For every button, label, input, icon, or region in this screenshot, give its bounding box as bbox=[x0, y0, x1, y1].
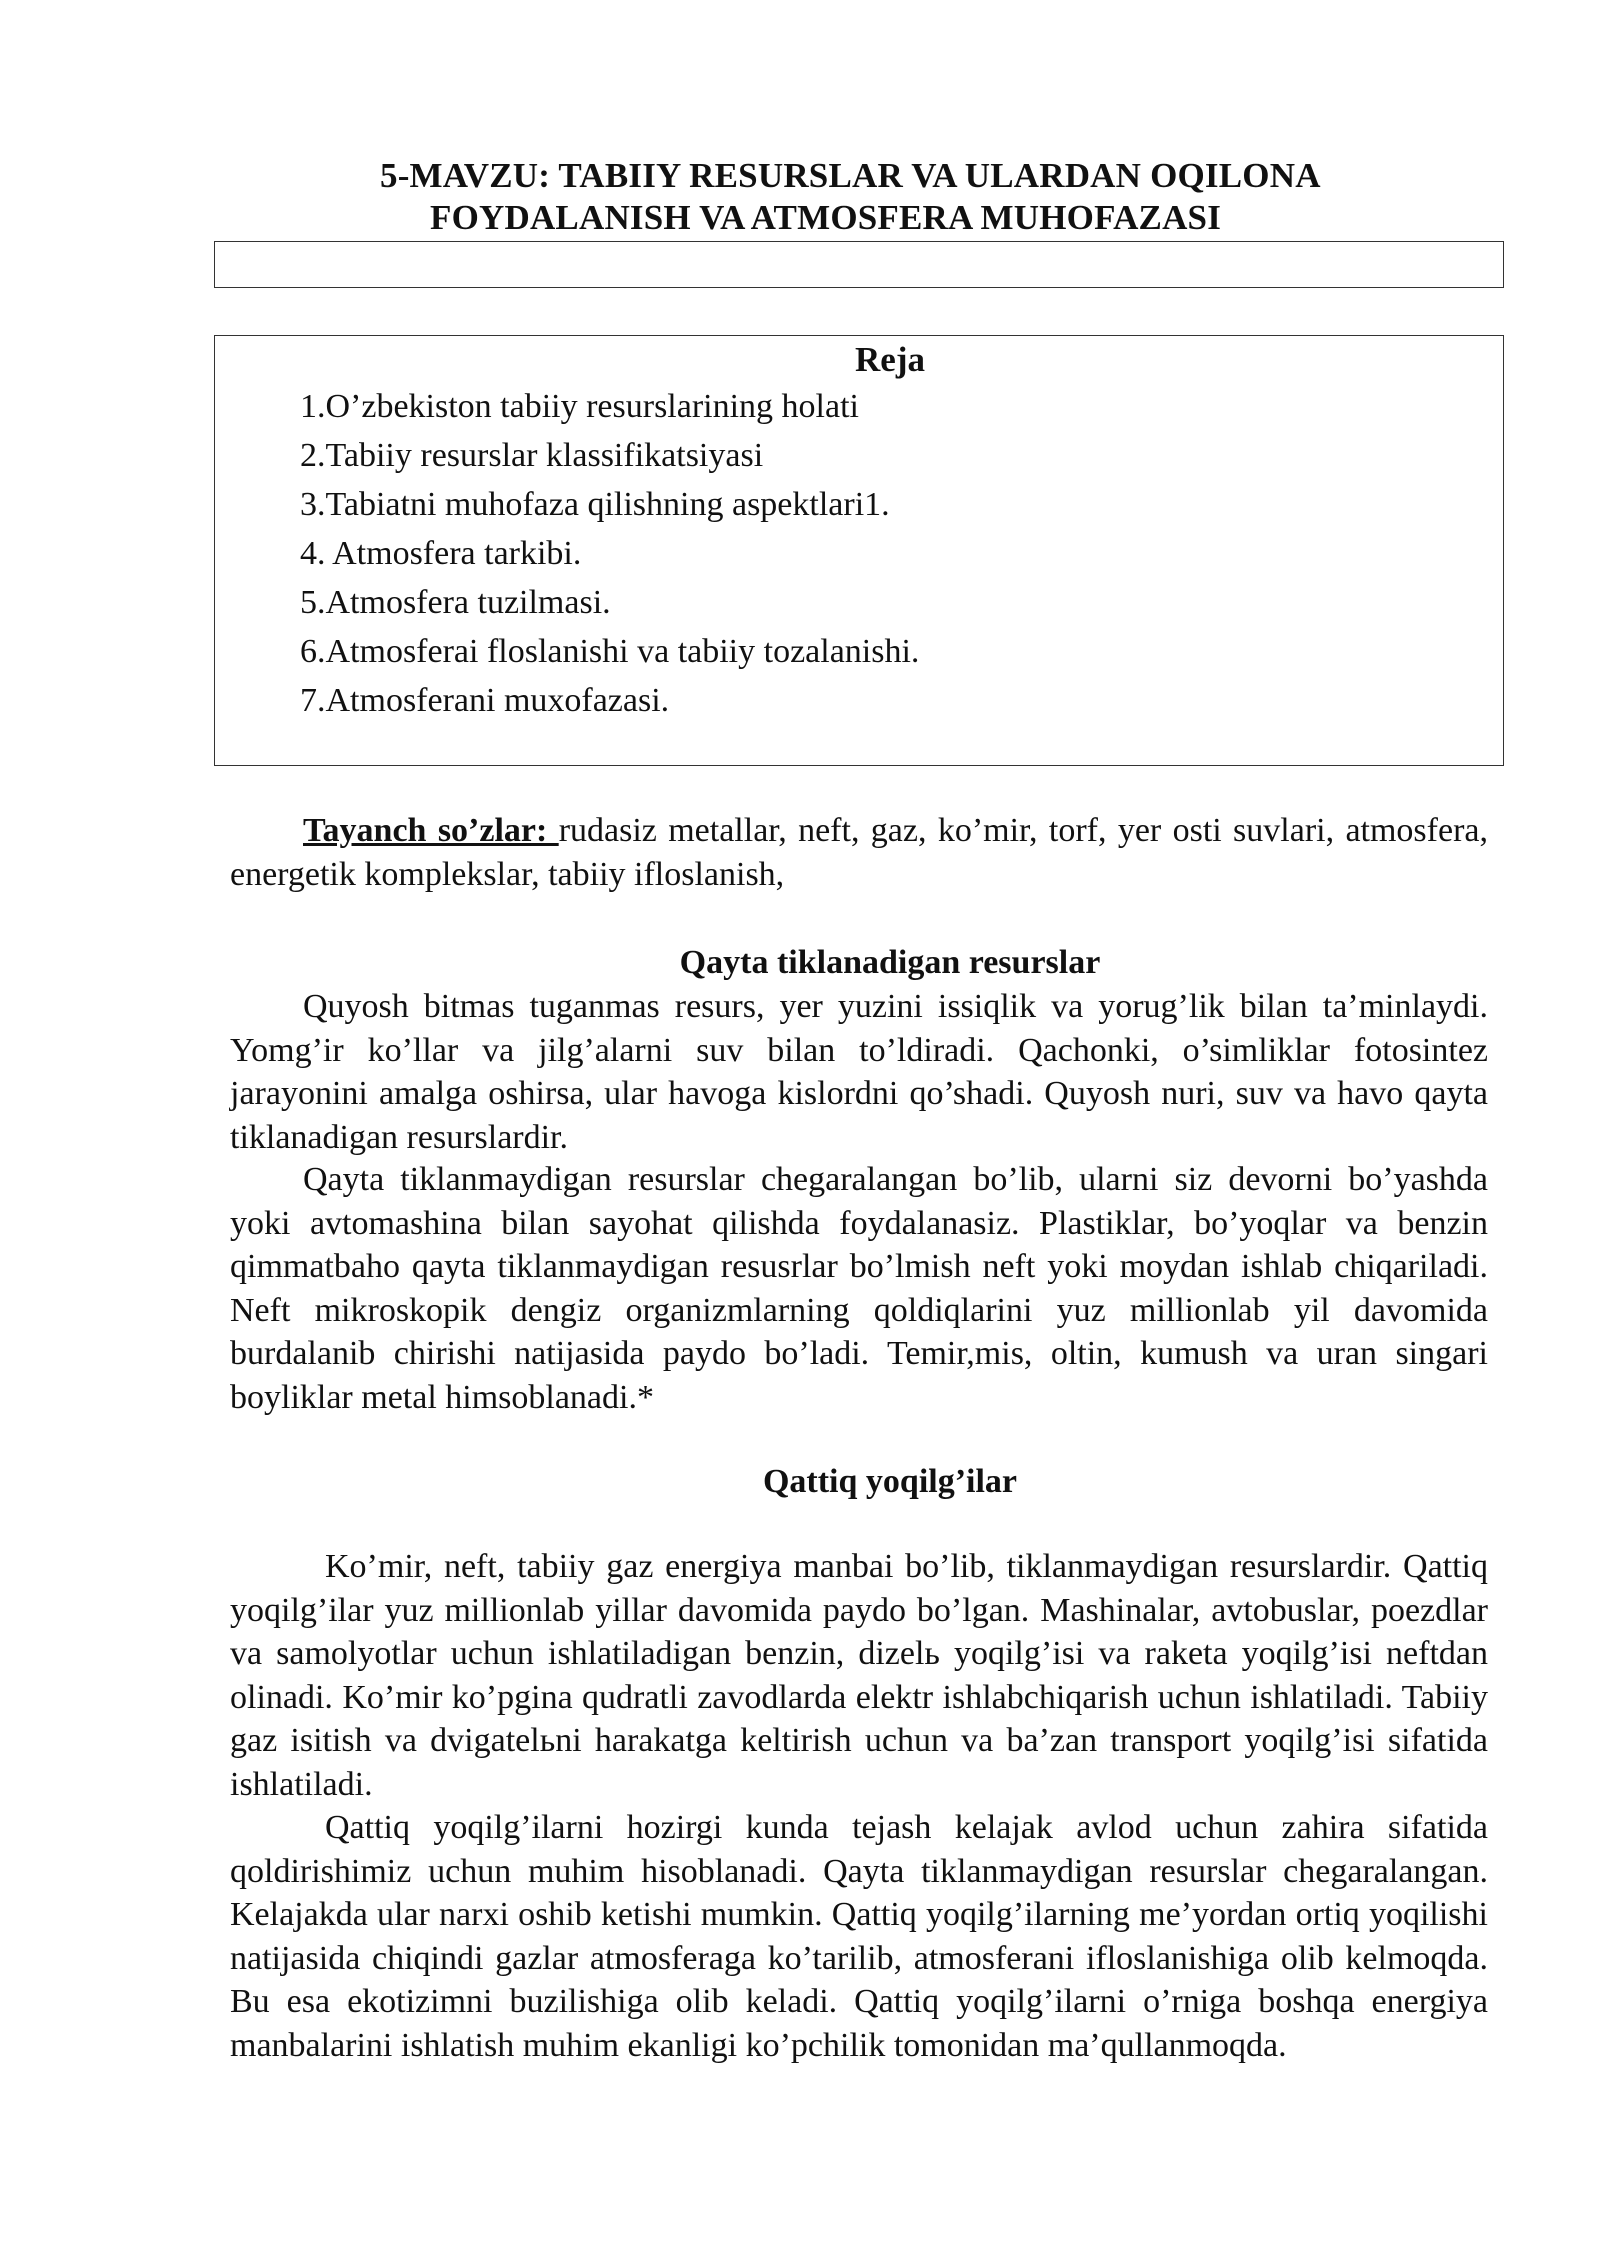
reja-item: 3.Tabiatni muhofaza qilishning aspektlari1. bbox=[300, 486, 890, 523]
title-line-2: FOYDALANISH VA ATMOSFERA MUHOFAZASI bbox=[430, 198, 1222, 237]
paragraph-renewable-2: Qayta tiklanmaydigan resurslar chegaralangan bo’lib, ularni siz devorni bo’yashda yoki avtomashina bilan sayohat qilishda foydalanasiz. Plastiklar, bo’yoqlar va benzin qimmatbaho qayta tiklanmaydigan resusrlar bo’lmish neft yoki moydan ishlab chiqariladi. Neft mikroskopik dengiz organizmlarning qoldiqlarini yuz millionlab yil davomida burdalanib chirishi natijasida paydo bo’ladi. Temir,mis, oltin, kumush va uran singari boyliklar metal himsoblanadi.* bbox=[230, 1161, 1488, 1416]
paragraph-solid-fuels-2: Qattiq yoqilg’ilarni hozirgi kunda tejash kelajak avlod uchun zahira sifatida qoldirishimiz uchun muhim hisoblanadi. Qayta tiklanmaydigan resurslar chegaralangan. Kelajakda ular narxi oshib ketishi mumkin. Qattiq yoqilg’ilarning me’yordan ortiq yoqilishi natijasida chiqindi gazlar atmosferaga ko’tarilib, atmosferani ifloslanishiga olib kelmoqda. Bu esa ekotizimni buzilishiga olib keladi. Qattiq yoqilg’ilarni o’rniga boshqa energiya manbalarini ishlatish muhim ekanligi ko’pchilik tomonidan ma’qullanmoqda. bbox=[230, 1809, 1488, 2064]
title-line-1: 5-MAVZU: TABIIY RESURSLAR VA ULARDAN OQILONA bbox=[380, 156, 1321, 195]
paragraph-solid-fuels-1: Ko’mir, neft, tabiiy gaz energiya manbai bo’lib, tiklanmaydigan resurslardir. Qattiq yoqilg’ilar yuz millionlab yillar davomida paydo bo’lgan. Mashinalar, avtobuslar, poezdlar va samolyotlar uchun ishlatiladigan benzin, dizelь yoqilg’isi va raketa yoqilg’isi neftdan olinadi. Ko’mir ko’pgina qudratli zavodlarda elektr ishlabchiqarish uchun ishlatiladi. Tabiiy gaz isitish va dvigatelьni harakatga keltirish uchun va ba’zan transport yoqilg’isi sifatida ishlatiladi. bbox=[230, 1548, 1488, 1803]
keywords-paragraph bbox=[230, 809, 1488, 896]
section-heading-renewable: Qayta tiklanadigan resurslar bbox=[679, 944, 1101, 981]
reja-item: 5.Atmosfera tuzilmasi. bbox=[300, 584, 611, 621]
keywords-text: rudasiz metallar, neft, gaz, ko’mir, torf, yer osti suvlari, atmosfera, energetik komplekslar, tabiiy ifloslanish, bbox=[230, 812, 1488, 893]
reja-item: 2.Tabiiy resurslar klassifikatsiyasi bbox=[300, 437, 764, 474]
keywords-label: Tayanch so’zlar: bbox=[303, 812, 559, 849]
reja-list bbox=[300, 382, 919, 725]
reja-item: 6.Atmosferai floslanishi va tabiiy tozalanishi. bbox=[300, 633, 920, 670]
empty-frame bbox=[214, 241, 1504, 288]
reja-item: 4. Atmosfera tarkibi. bbox=[300, 535, 582, 572]
section-heading-solid-fuels: Qattiq yoqilg’ilar bbox=[762, 1463, 1018, 1500]
reja-heading: Reja bbox=[855, 340, 925, 379]
paragraph-renewable-1: Quyosh bitmas tuganmas resurs, yer yuzini issiqlik va yorug’lik bilan ta’minlaydi. Yomg’ir ko’llar va jilg’alarni suv bilan to’ldiradi. Qachonki, o’simliklar fotosintez jarayonini amalga oshirsa, ular havoga kislordni qo’shadi. Quyosh nuri, suv va havo qayta tiklanadigan resurslardir. bbox=[230, 988, 1488, 1156]
reja-item: 1.O’zbekiston tabiiy resurslarining holati bbox=[300, 388, 859, 425]
reja-item: 7.Atmosferani muxofazasi. bbox=[300, 682, 670, 719]
